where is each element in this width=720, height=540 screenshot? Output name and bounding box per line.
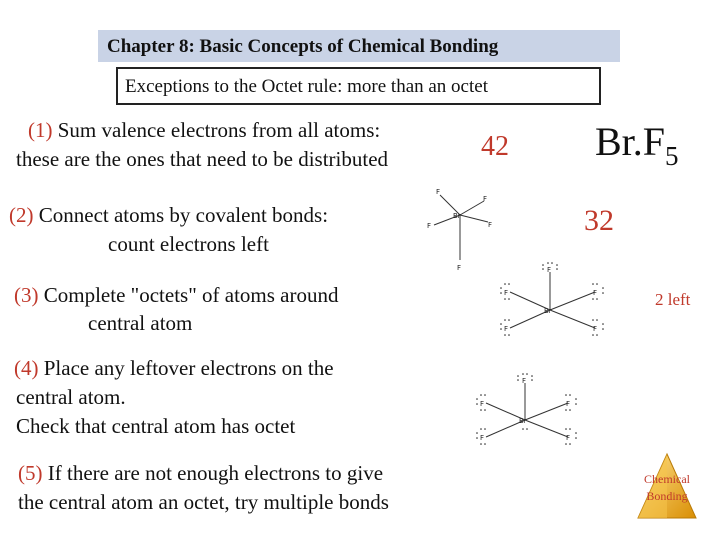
step-2-number: (2) (9, 203, 34, 227)
outer-atom-label: F (427, 222, 432, 230)
step-1-line-1 (28, 116, 380, 144)
outer-atom-label: F (488, 221, 493, 229)
outer-atom-label: F (522, 377, 527, 385)
step-3-number: (3) (14, 283, 39, 307)
step-1-text: Sum valence electrons from all atoms: (52, 118, 381, 142)
outer-atom-label: F (566, 400, 571, 408)
step-4-number: (4) (14, 356, 39, 380)
step-5-number: (5) (18, 461, 43, 485)
step-3-text: Complete "octets" of atoms around (38, 283, 339, 307)
subtitle: Exceptions to the Octet rule: more than an octet (125, 76, 488, 97)
bond (460, 215, 488, 222)
chapter-title-bar (98, 30, 620, 62)
outer-atom-label: F (457, 264, 462, 272)
step-1-number: (1) (28, 118, 53, 142)
central-atom-label: Br (519, 417, 527, 425)
outer-atom-label: F (593, 289, 598, 297)
central-atom-label: Br (453, 212, 461, 220)
badge-line-2: Bonding (646, 489, 688, 503)
outer-atom-label: F (480, 434, 485, 442)
total-electrons-value: 42 (481, 131, 509, 162)
badge-line-1: Chemical (644, 472, 690, 486)
step-2-line-2: count electrons left (108, 232, 269, 256)
lone-pair-dots (500, 262, 604, 336)
step-5-line-1 (18, 459, 383, 487)
step-2-text: Connect atoms by covalent bonds: (33, 203, 329, 227)
formula-base: Br.F (595, 119, 666, 164)
bromine-pentafluoride-octets (495, 262, 615, 342)
step-3-line-1 (14, 281, 339, 309)
outer-atom-label: F (547, 266, 552, 274)
step-5-line-2: the central atom an octet, try multiple bonds (18, 490, 389, 514)
step-3-line-2: central atom (88, 311, 193, 335)
electrons-left-value: 32 (584, 204, 614, 237)
step-4-text: Place any leftover electrons on the (38, 356, 334, 380)
chapter-title: Chapter 8: Basic Concepts of Chemical Bonding (107, 36, 499, 57)
leftover-value: 2 left (655, 290, 691, 309)
outer-atom-label: F (504, 325, 509, 333)
step-1-line-2: these are the ones that need to be distributed (16, 147, 389, 171)
step-4-line-1 (14, 354, 334, 382)
step-4-line-3: Check that central atom has octet (16, 414, 296, 438)
outer-atom-label: F (566, 434, 571, 442)
subtitle-box (116, 67, 601, 105)
bromine-pentafluoride-skeleton (420, 185, 500, 275)
bond (460, 201, 484, 215)
formula (595, 118, 679, 180)
outer-atom-label: F (593, 325, 598, 333)
outer-atom-label: F (483, 195, 488, 203)
step-4-line-2: central atom. (16, 385, 126, 409)
central-atom-label: Br (544, 307, 552, 315)
bromine-pentafluoride-final (472, 373, 587, 451)
chemical-bonding-label (633, 471, 701, 505)
step-2-line-1 (9, 201, 328, 229)
outer-atom-label: F (436, 188, 441, 196)
outer-atom-label: F (504, 289, 509, 297)
step-5-text: If there are not enough electrons to give (42, 461, 384, 485)
formula-subscript: 5 (665, 141, 679, 171)
outer-atom-label: F (480, 400, 485, 408)
